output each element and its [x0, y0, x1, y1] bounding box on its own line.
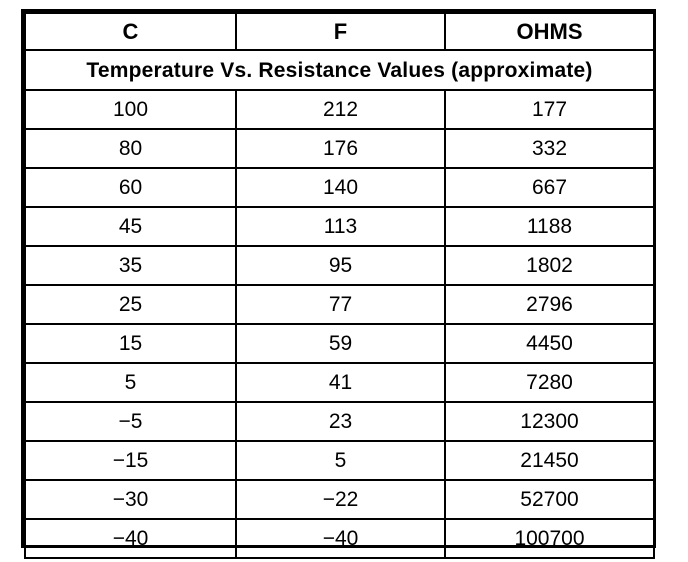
caption-row [25, 50, 654, 90]
cell-celsius: 60 [25, 168, 236, 207]
cell-ohms: 21450 [445, 441, 654, 480]
cell-ohms: 177 [445, 90, 654, 129]
cell-fahrenheit: −22 [236, 480, 445, 519]
column-header-celsius: C [25, 13, 236, 50]
table-row [25, 207, 654, 246]
cell-fahrenheit: 59 [236, 324, 445, 363]
cell-fahrenheit: 5 [236, 441, 445, 480]
cell-ohms: 667 [445, 168, 654, 207]
cell-fahrenheit: 140 [236, 168, 445, 207]
cell-celsius: 5 [25, 363, 236, 402]
table-row [25, 363, 654, 402]
cell-ohms: 12300 [445, 402, 654, 441]
cell-celsius: −5 [25, 402, 236, 441]
cell-ohms: 1188 [445, 207, 654, 246]
column-header-row [25, 13, 654, 50]
cell-celsius: 80 [25, 129, 236, 168]
cell-fahrenheit: −40 [236, 519, 445, 558]
cell-celsius: −15 [25, 441, 236, 480]
cell-fahrenheit: 176 [236, 129, 445, 168]
table-row [25, 441, 654, 480]
table-row [25, 402, 654, 441]
table-row [25, 90, 654, 129]
cell-ohms: 4450 [445, 324, 654, 363]
column-header-fahrenheit: F [236, 13, 445, 50]
table-row [25, 285, 654, 324]
table-body [25, 90, 654, 558]
table-caption: Temperature Vs. Resistance Values (approximate) [25, 50, 654, 90]
cell-celsius: 100 [25, 90, 236, 129]
cell-ohms: 100700 [445, 519, 654, 558]
cell-ohms: 2796 [445, 285, 654, 324]
table-header [25, 13, 654, 90]
table-row [25, 246, 654, 285]
cell-ohms: 332 [445, 129, 654, 168]
cell-celsius: 35 [25, 246, 236, 285]
cell-celsius: 25 [25, 285, 236, 324]
data-table [24, 12, 655, 559]
cell-celsius: 15 [25, 324, 236, 363]
table-row [25, 324, 654, 363]
cell-celsius: 45 [25, 207, 236, 246]
cell-celsius: −30 [25, 480, 236, 519]
cell-fahrenheit: 212 [236, 90, 445, 129]
cell-celsius: −40 [25, 519, 236, 558]
cell-fahrenheit: 77 [236, 285, 445, 324]
table-row [25, 168, 654, 207]
cell-fahrenheit: 23 [236, 402, 445, 441]
column-header-ohms: OHMS [445, 13, 654, 50]
cell-fahrenheit: 95 [236, 246, 445, 285]
cell-ohms: 52700 [445, 480, 654, 519]
cell-fahrenheit: 113 [236, 207, 445, 246]
cell-ohms: 7280 [445, 363, 654, 402]
table-row [25, 129, 654, 168]
cell-ohms: 1802 [445, 246, 654, 285]
cell-fahrenheit: 41 [236, 363, 445, 402]
table-row [25, 480, 654, 519]
table-row [25, 519, 654, 558]
temperature-resistance-table [21, 9, 656, 548]
